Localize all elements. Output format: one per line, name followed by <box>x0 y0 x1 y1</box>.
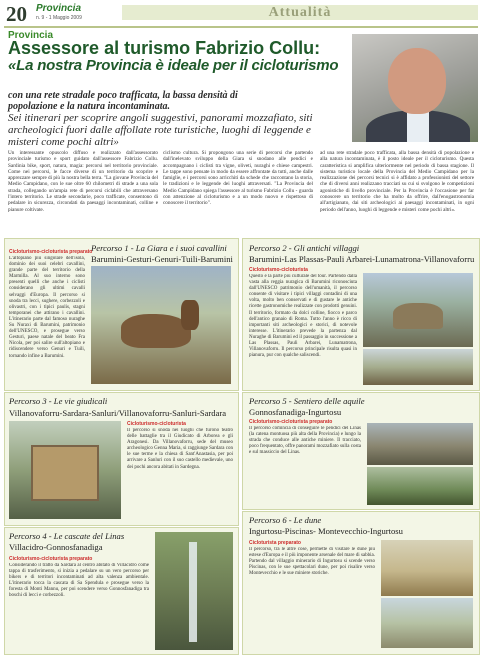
body-column-3-text: ad una rete stradale poco trafficata, alla bassa densità di popolazione e alla natura incontaminata, è il posto ideale per il cicloturismo. Questa caratteristica si amplifica ulteriormente nel periodo di bassa stagione. Il sistema turistico locale della Provincia del Medio Campidano per la realizzazione dei percorsi tecnici si è affidato a professionisti del settore che di diversi anni realizzano tracciati su cui si svolgono le competizioni agonistiche di livello provinciale. Per la Provincia è l'occasione per far conoscere un territorio che ha molto da offrire, dall'enogastronomia all'artigianato, dai siti archeologici ai paesaggi incontaminati, in ogni periodo dell'anno, luoghi di leggende e misteri come pochi altri». <box>320 150 474 213</box>
route-6-text: Il percorso, tra le altre cose, permette di visitare le dune più estese d'Europa e il più imponente arsenale del mare di sabbia. Partendo dal villaggio minerario di Ingurtosu si scende verso Piscinas, con le sue spettacolari dune, per poi risalire verso Montevecchio e le sue miniere storiche. <box>249 547 375 577</box>
route-2-title: Percorso 2 - Gli antichi villaggi <box>249 243 360 253</box>
body-column-1-text: Un interessante opuscolo diffuso e realizzato dall'assessorato provinciale turismo e sport guidato dall'assessore Fabrizio Collu. Sardinia bike, sport, natura, magia: percorsi nel territorio provinciale. Come nei percorsi, le facce diverse di un territorio da scoprire e apprezzare sempre di più la nostra bella terra. "La giovane Provincia del Medio Campidano, con le sue oltre 60 chilometri di strade a una sola strada, collegando un'ampia rete di percorsi ciclabili che attraversano l'intero territorio. Le strade secondarie, poco trafficate, consentono di pedalare in sicurezza, circondati da paesaggi incontaminati, colline e pianure coltivate. <box>8 150 158 213</box>
route-6-box <box>242 511 480 655</box>
route-4-towns: Villacidro-Gonnosfanadiga <box>9 542 103 552</box>
issue-date: n. 9 - 1 Maggio 2009 <box>36 15 82 21</box>
route-1-towns: Barumini-Gesturi-Genuri-Tuili-Barumini <box>91 254 233 264</box>
route-1-label: Cicloturismo-cicloturista preparato <box>9 249 93 255</box>
route-2-photo-bottom <box>363 349 473 385</box>
horse-head-shape <box>181 300 199 330</box>
article-lede: con una rete stradale poco trafficata, la bassa densità di popolazione e la natura incontaminata. <box>8 90 238 112</box>
route-4-title: Percorso 4 - Le cascate del Linas <box>9 531 125 541</box>
route-6-title: Percorso 6 - Le dune <box>249 515 322 525</box>
route-3-text: Il percorso si snoda nei luoghi che furono teatro delle battaglie tra il Giudicato di Arborea e gli Aragonesi. Da Villanovaforru, sede del museo archeologico Genna Maria, si raggiunge Sardara con le sue terme e la chiesa di Sant'Anastasia, per poi arrivare a Sanluri con il suo castello medievale, uno dei pochi ancora abitati in Sardegna. <box>127 428 233 470</box>
route-6-label: Cicloturista preparato <box>249 540 301 546</box>
article-deck: Sei itinerari per scoprire angoli suggestivi, panorami mozzafiato, siti archeologici fuori dalle affollate rote turistiche, luoghi di leggende e misteri come pochi altri» <box>8 112 313 148</box>
article-kicker: Provincia <box>8 30 54 41</box>
route-5-towns: Gonnosfanadiga-Ingurtosu <box>249 407 342 417</box>
route-2-towns: Barumini-Las Plassas-Pauli Arbarei-Lunamatrona-Villanovaforru <box>249 254 475 264</box>
route-4-label: Cicloturismo-cicloturista preparato <box>9 556 93 562</box>
route-5-title: Percorso 5 - Sentiero delle aquile <box>249 396 365 406</box>
route-2-text: Questo è la parte più culturale del tour. Partendo dalla vasta alla reggia nuragica di Barumini riconosciuta dall'UNESCO patrimonio dell'umanità, il percorso consente di visitare i tipici villaggi contadini di una volta, molto ben conservati e di gustare le antiche ricette gastronomiche realizzate con prodotti genuini. Il territorio, formato da dolci colline, fiocco e parco dell'antico granaio di Roma. Tutto l'anno è ricco di importanti siti archeologici e storici, di notevole interesse. L'itinerario prevede la partenza dal Nuraghe di Barumini ed il passaggio in successione a Las Plassas, Pauli Arbarei, Lunamatrona, Villanovaforru. Il percorso principale risulta quasi in pianura, pur con qualche saliscendi. <box>249 274 357 359</box>
portrait-shirt <box>407 110 429 142</box>
article-headline: Assessore al turismo Fabrizio Collu: <box>8 38 321 58</box>
body-column-3 <box>320 150 474 234</box>
route-1-text: L'altopiano più singolare dell'isola, dominio dei suoi celebri cavallini, grande parte del territorio della Marmilla. Al suo interno sono presenti quelli che anche i ciclisti considerano gli ultimi cavalli selvaggi d'Europa. Il percorso si snoda tra lecci, sughere, corbezzoli e olivastri, con i tipici paulis, stagni temporanei che attirano i cavallini. L'itinerario parte dal famoso nuraghe Su Nuraxi di Barumini, patrimonio dell'UNESCO, e prosegue verso Gesturi, paese natale del beato Fra Nicola, per poi salire sull'altopiano e ridiscendere verso Genuri e Tuili, tornando infine a Barumini. <box>9 256 85 359</box>
castle-shape <box>31 445 99 501</box>
route-2-label: Cicloturismo-cicloturista <box>249 267 308 273</box>
section-title: Attualità <box>268 5 332 20</box>
newspaper-logo: Provincia <box>36 3 82 14</box>
route-6-photo-top <box>381 540 473 596</box>
waterfall-shape <box>189 542 197 642</box>
masthead <box>0 0 482 30</box>
body-column-2 <box>163 150 313 234</box>
portrait-photo <box>352 34 478 142</box>
route-5-box <box>242 392 480 510</box>
body-column-2-text: ciclismo cultura. Si propongono una serie di percorsi che partendo dall'inelevato sviluppo della Giara si snodano alle pendici e accompagnano i ciclisti tra vigne, oliveti, nuraghi e chiese campestri. Le tappe sono pensate in modo da essere affrontate da tutti, anche dalle famiglie, e i percorsi sono arricchiti da schede che raccontano la storia, le tradizioni e le leggende dei luoghi attraversati. "La Provincia del Medio Campidano spiega l'assessore al turismo Fabrizio Collu - guarda con attenzione al cicloturismo e a un modo nuovo e rispettoso di conoscere il territorio". <box>163 150 313 207</box>
body-column-1 <box>8 150 158 234</box>
route-2-box <box>242 238 480 391</box>
route-4-box <box>4 527 239 655</box>
route-6-towns: Ingurtosu-Piscinas- Montevecchio-Ingurtosu <box>249 526 403 536</box>
route-3-title: Percorso 3 - Le vie giudicali <box>9 396 108 406</box>
route-3-label: Cicloturismo-cicloturista <box>127 421 186 427</box>
nuraghe-shape <box>393 303 443 329</box>
article-subhead: «La nostra Provincia è ideale per il cicloturismo <box>8 57 339 74</box>
route-4-text: Considerando il tratto da Sardara al centro abitato di Villacidro come tappa di trasferimento, si inizia a pedalare su un vero percorso per bikers e di territori incontaminati ad alta valenza ambientale. L'itinerario tocca la cascata di Sa Spendula e prosegue verso la foresta di Monti Mannu, per poi scendere verso Gonnosfanadiga tra boschi di lecci e corbezzoli. <box>9 563 149 599</box>
section-band <box>122 5 478 20</box>
route-1-title: Percorso 1 - La Giara e i suoi cavallini <box>91 243 227 253</box>
route-5-photo-top <box>367 423 473 465</box>
route-5-label: Cicloturismo-cicloturista preparato <box>249 419 333 425</box>
route-3-box <box>4 392 239 526</box>
route-3-photo <box>9 421 121 519</box>
route-6-photo-bottom <box>381 598 473 648</box>
route-3-towns: Villanovaforru-Sardara-Sanluri/Villanovaforru-Sanluri-Sardara <box>9 408 227 418</box>
route-1-photo <box>91 266 231 384</box>
page-number: 20 <box>6 2 27 26</box>
route-5-photo-bottom <box>367 467 473 505</box>
portrait-head <box>388 48 446 114</box>
masthead-rule <box>4 26 478 28</box>
route-5-text: Il percorso comincia di conseguire le pendici del Linas (la catena montuosa più alta della Provincia) e lungo la strada che conduce alle antiche miniere. Il tracciato, poco frequentato, offre panorami mozzafiato sulla costa e sul massiccio del Linas. <box>249 426 361 456</box>
route-2-photo-top <box>363 273 473 347</box>
route-1-box <box>4 238 239 391</box>
route-4-photo <box>155 532 233 650</box>
